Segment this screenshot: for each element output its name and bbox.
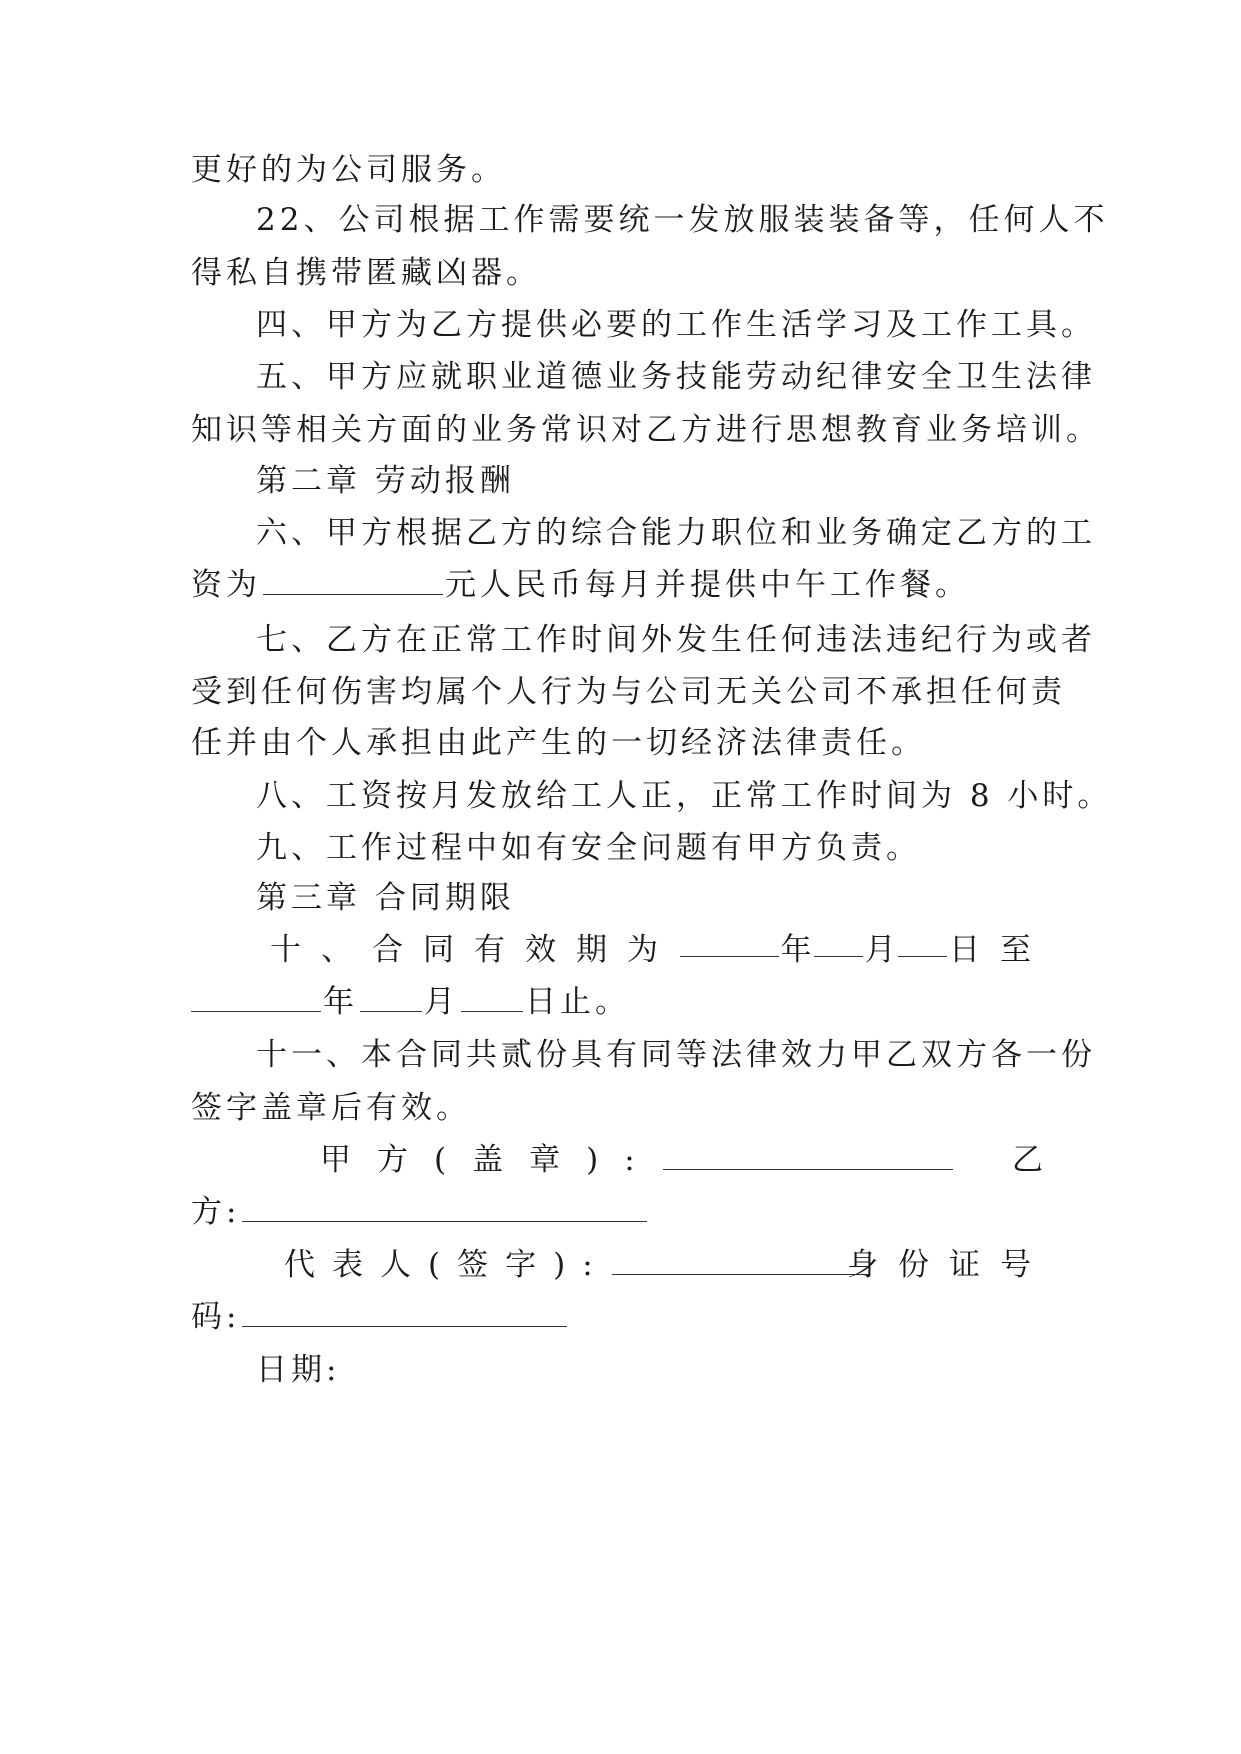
clause-11-line-1: 十一、本合同共贰份具有同等法律效力甲乙双方各一份 [256,1037,1096,1073]
clause-6-line-2 [191,565,1051,605]
clause-6-suffix: 元人民币每月并提供中午工作餐。 [445,567,970,603]
end-year-blank[interactable] [191,985,321,1012]
end-month-label: 月 [424,984,459,1020]
month-label: 月 [864,932,896,968]
party-b-blank[interactable] [242,1195,647,1222]
party-b-label: 方: [191,1194,241,1230]
clause-9: 九、工作过程中如有安全问题有甲方负责。 [256,830,921,866]
clause-8: 八、工资按月发放给工人正，正常工作时间为 8 小时。 [256,778,1113,814]
representative-row [284,1245,1051,1285]
clause-7-line-1: 七、乙方在正常工作时间外发生任何违法违纪行为或者 [256,622,1096,658]
id-number-blank[interactable] [242,1300,567,1327]
clause-22-line-1: 22、公司根据工作需要统一发放服装装备等，任何人不 [256,202,1109,238]
id-number-label-part: 身份证号 [847,1247,1051,1283]
end-day-label: 日止。 [525,984,630,1020]
party-b-row [191,1192,1051,1232]
clause-10-line-1 [270,930,1051,970]
clause-4: 四、甲方为乙方提供必要的工作生活学习及工作工具。 [256,307,1096,343]
clause-5-line-1: 五、甲方应就职业道德业务技能劳动纪律安全卫生法律 [256,359,1096,395]
party-b-label-part: 乙 [1012,1142,1047,1178]
party-a-seal-blank[interactable] [663,1143,953,1170]
date-label: 日期: [256,1352,341,1388]
start-year-blank[interactable] [680,930,779,957]
clause-7-line-2: 受到任何伤害均属个人行为与公司无关公司不承担任何责 [191,674,1066,710]
start-day-blank[interactable] [898,930,947,957]
start-month-blank[interactable] [814,930,863,957]
end-year-label: 年 [323,984,358,1020]
clause-6-line-1: 六、甲方根据乙方的综合能力职位和业务确定乙方的工 [256,515,1096,551]
representative-signature-blank[interactable] [612,1248,870,1275]
year-label: 年 [780,932,812,968]
clause-10-prefix: 十、合同有效期为 [270,932,678,968]
salary-blank[interactable] [263,568,443,595]
party-a-seal-label: 甲方(盖章): [320,1142,661,1178]
paragraph-line: 更好的为公司服务。 [191,152,506,188]
day-to-label: 日至 [949,932,1051,968]
id-number-row [191,1297,1051,1337]
clause-11-line-2: 签字盖章后有效。 [191,1090,471,1126]
clause-10-line-2 [191,982,1051,1022]
end-month-blank[interactable] [360,985,422,1012]
clause-7-line-3: 任并由个人承担由此产生的一切经济法律责任。 [191,725,926,761]
party-a-seal-row [320,1140,1051,1180]
clause-6-prefix: 资为 [191,567,261,603]
clause-22-line-2: 得私自携带匿藏凶器。 [191,255,541,291]
chapter-3-heading: 第三章 合同期限 [256,880,515,916]
end-day-blank[interactable] [461,985,523,1012]
chapter-2-heading: 第二章 劳动报酬 [256,463,515,499]
clause-5-line-2: 知识等相关方面的业务常识对乙方进行思想教育业务培训。 [191,412,1101,448]
id-number-label: 码: [191,1299,241,1335]
representative-label: 代表人(签字): [284,1247,610,1283]
